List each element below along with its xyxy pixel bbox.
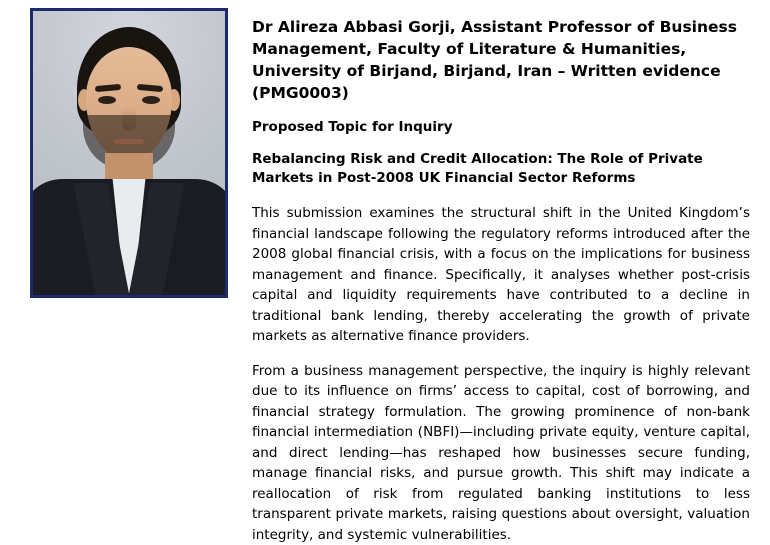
body-paragraph-1: This submission examines the structural shift in the United Kingdom’s financial landscape following the regulatory reforms introduced after the 2008 global financial crisis, with a focus on the implications for business management and finance. Specifically, it analyses whether post-crisis capital and liquidity requirements have contributed to a decline in traditional bank lending, thereby accelerating the growth of private markets as alternative finance providers. xyxy=(252,205,750,345)
portrait-photo xyxy=(33,11,225,295)
portrait-mouth xyxy=(114,139,144,144)
body-paragraph-2: From a business management perspective, the inquiry is highly relevant due to its influence on firms’ access to capital, cost of borrowing, and financial strategy formulation. The growing prominence of non-bank financial intermediation (NBFI)—including private equity, venture capital, and direct lending—has reshaped how businesses secure funding, manage financial risks, and pursue growth. This shift may indicate a reallocation of risk from regulated banking institutions to less transparent private markets, raising questions about oversight, valuation integrity, and systemic vulnerabilities. xyxy=(252,362,750,543)
document-text-column xyxy=(252,16,750,545)
portrait-eye-left xyxy=(98,96,116,104)
proposed-topic-subheading: Proposed Topic for Inquiry xyxy=(252,119,453,135)
document-heading: Dr Alireza Abbasi Gorji, Assistant Professor of Business Management, Faculty of Literature & Humanities, University of Birjand, Birjand, Iran – Written evidence (PMG0003) xyxy=(252,18,737,102)
topic-title: Rebalancing Risk and Credit Allocation: The Role of Private Markets in Post-2008 UK Financial Sector Reforms xyxy=(252,150,703,187)
portrait-frame xyxy=(30,8,228,298)
portrait-eye-right xyxy=(142,96,160,104)
